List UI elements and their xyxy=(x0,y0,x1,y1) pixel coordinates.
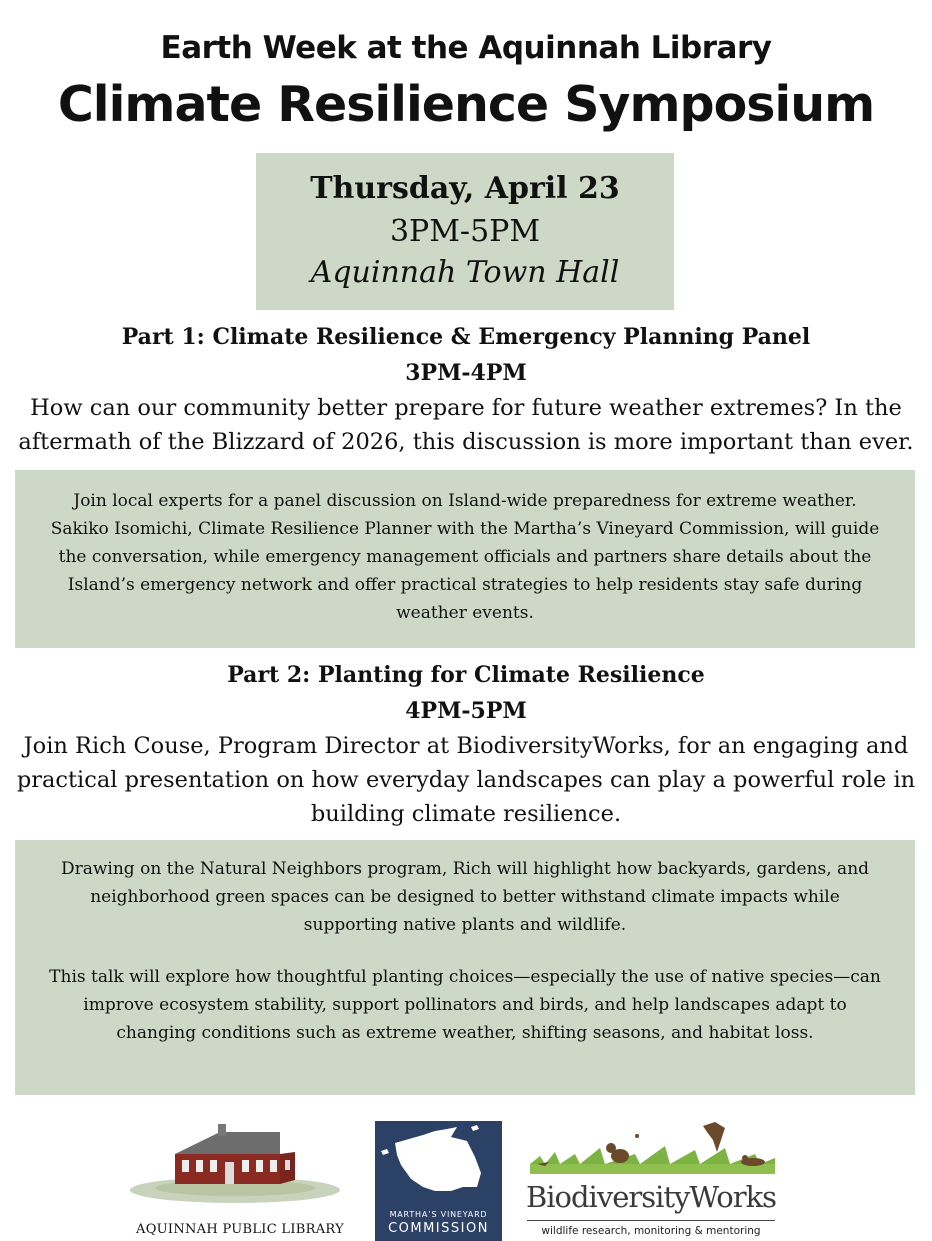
page-title: Climate Resilience Symposium xyxy=(57,76,875,133)
part2-intro: Join Rich Couse, Program Director at BiodiversityWorks, for an engaging and practical presentation on how everyday landscapes can play a powerful role in building climate resilience. xyxy=(16,733,916,827)
part1-details: Join local experts for a panel discussion on Island-wide preparedness for extreme weather. Sakiko Isomichi, Climate Resilience Planner with the Martha’s Vineyard Commission, will guide the conversation, while emergency management officials and partners share details about the Island’s emergency network and offer practical strategies to help residents stay safe during weather events. xyxy=(50,491,880,623)
mvc-name-line2: COMMISSION xyxy=(388,1221,489,1236)
aquinnah-library-logo xyxy=(130,1118,350,1241)
mvc-name-line1: MARTHA’S VINEYARD xyxy=(389,1210,488,1219)
biodiversityworks-tagline: wildlife research, monitoring & mentoring xyxy=(541,1225,761,1237)
sponsor-logos xyxy=(0,1118,932,1241)
part1-title: Part 1: Climate Resilience & Emergency Planning Panel xyxy=(121,324,811,350)
wildlife-scene-icon xyxy=(525,1118,777,1180)
mvc-logo xyxy=(375,1121,502,1241)
part1-intro: How can our community better prepare for future weather extremes? In the aftermath of the Blizzard of 2026, this discussion is more important than ever. xyxy=(18,395,914,455)
event-time: 3PM-5PM xyxy=(389,214,541,249)
schoolhouse-icon xyxy=(130,1118,350,1218)
part2-details-2: This talk will explore how thoughtful planting choices—especially the use of native species—can improve ecosystem stability, support pollinators and birds, and help landscapes adapt to changing conditions such as extreme weather, shifting seasons, and habitat loss. xyxy=(49,967,881,1043)
logo-divider xyxy=(527,1220,775,1221)
part2-time: 4PM-5PM xyxy=(405,698,527,724)
part1-details-box xyxy=(15,470,915,648)
island-map-icon xyxy=(375,1121,502,1211)
part2-title: Part 2: Planting for Climate Resilience xyxy=(227,662,705,688)
biodiversityworks-name: BiodiversityWorks xyxy=(525,1180,777,1214)
part2-details-box xyxy=(15,840,915,1095)
event-location: Aquinnah Town Hall xyxy=(310,255,620,290)
library-name: AQUINNAH PUBLIC LIBRARY xyxy=(136,1222,344,1237)
part2-details-1: Drawing on the Natural Neighbors program, Rich will highlight how backyards, gardens, and neighborhood green spaces can be designed to better withstand climate impacts while supporting native plants and wildlife. xyxy=(60,859,870,935)
biodiversityworks-logo xyxy=(525,1118,777,1241)
part1-time: 3PM-4PM xyxy=(405,360,527,386)
event-date: Thursday, April 23 xyxy=(310,171,620,206)
event-info-box xyxy=(256,153,674,310)
event-series-subtitle: Earth Week at the Aquinnah Library xyxy=(160,30,772,66)
